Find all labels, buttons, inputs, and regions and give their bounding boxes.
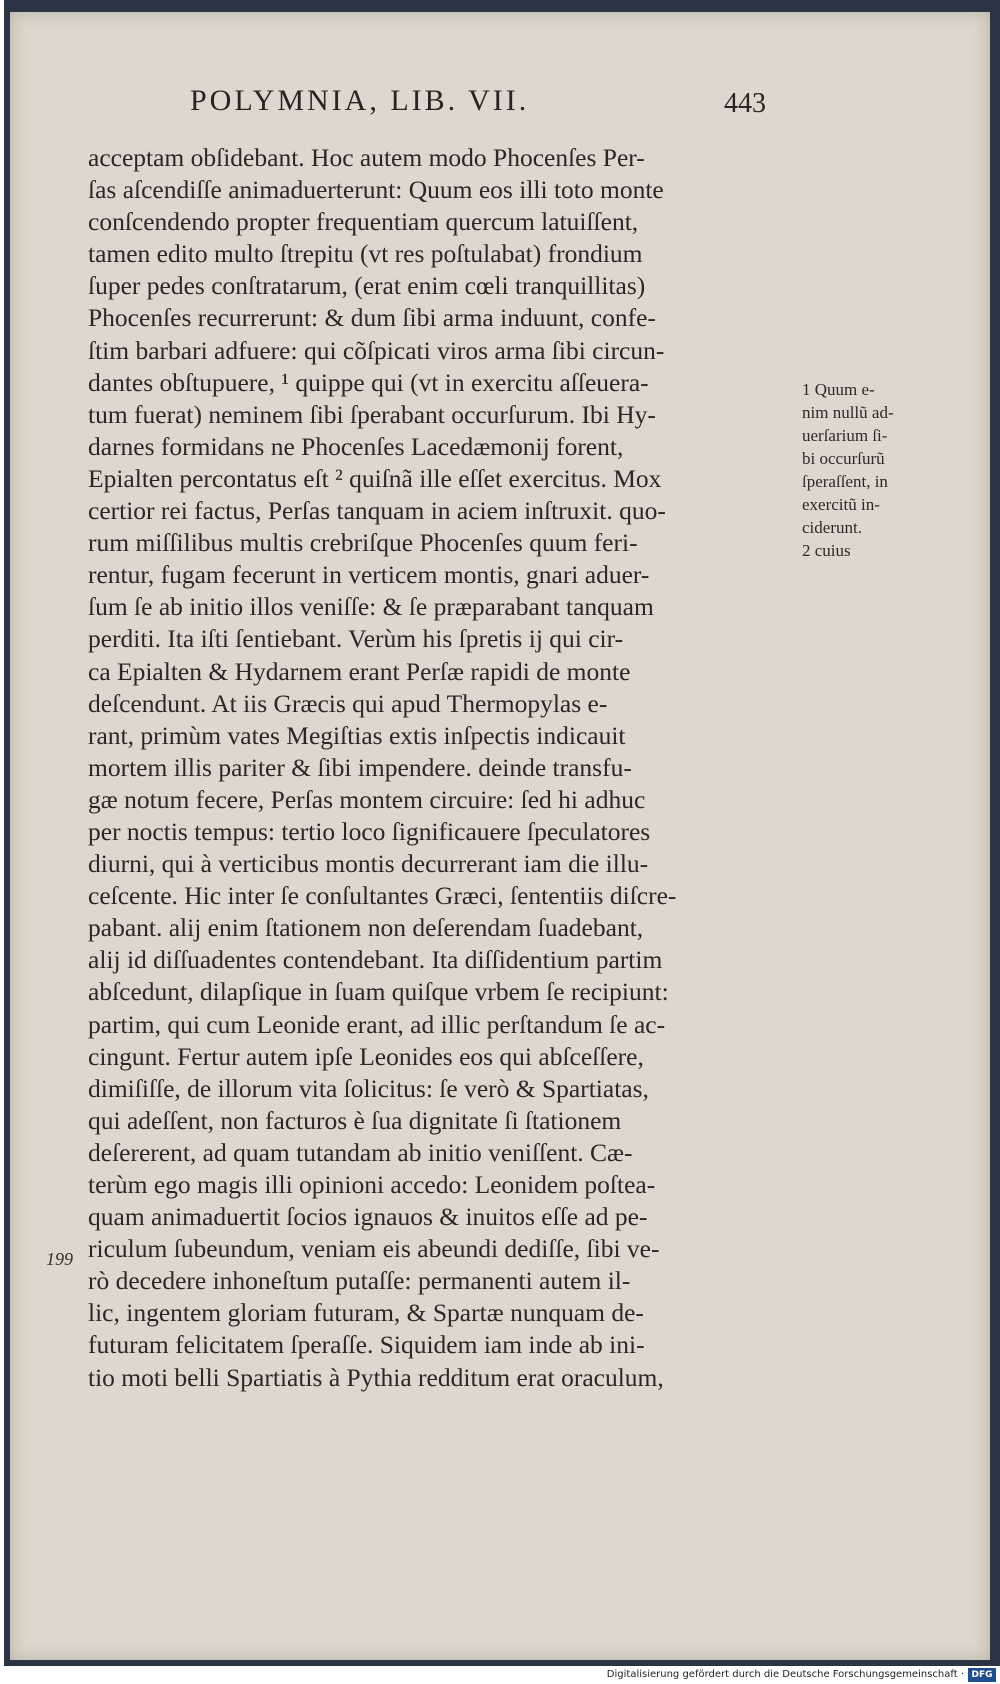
margin-reference-number: 199 [46, 1249, 73, 1269]
text-line: Phocenſes recurrerunt: & dum ſibi arma induunt, confe- [88, 303, 656, 333]
text-line: quam animaduertit ſocios ignauos & inuitos eſſe ad pe- [88, 1202, 648, 1232]
text-line: tio moti belli Spartiatis à Pythia redditum erat oraculum, [88, 1362, 664, 1392]
text-line: riculum ſubeundum, veniam eis abeundi dediſſe, ſibi ve- [88, 1234, 660, 1264]
margin-note-line: nim nullũ ad- [802, 403, 894, 422]
text-line: ſum ſe ab initio illos veniſſe: & ſe præparabant tanquam [88, 592, 654, 622]
running-title: POLYMNIA, LIB. VII. [190, 84, 530, 117]
text-line: tum fuerat) neminem ſibi ſperabant occurſurum. Ibi Hy- [88, 399, 656, 429]
margin-note-line: ſperaſſent, in [802, 472, 888, 491]
text-line: deſcendunt. At iis Græcis qui apud Thermopylas e- [88, 688, 608, 718]
text-line: rentur, fugam fecerunt in verticem montis, gnari aduer- [88, 560, 650, 590]
margin-note-line: bi occurſurũ [802, 449, 885, 468]
margin-note-line: uerſarium ſi- [802, 426, 888, 445]
text-line: certior rei factus, Perſas tanquam in aciem inſtruxit. quo- [88, 496, 666, 526]
text-line: pabant. alij enim ſtationem non deſerendam ſuadebant, [88, 913, 644, 943]
text-line: rant, primùm vates Megiſtias extis inſpectis indicauit [88, 720, 626, 750]
text-line: ſas aſcendiſſe animaduerterunt: Quum eos illi toto monte [88, 175, 664, 205]
text-line: futuram felicitatem ſperaſſe. Siquidem iam inde ab ini- [88, 1330, 645, 1360]
text-line: alij id diſſuadentes contendebant. Ita diſſidentium partim [88, 945, 663, 975]
text-line: terùm ego magis illi opinioni accedo: Leonidem poſtea- [88, 1170, 656, 1199]
text-line: acceptam obſidebant. Hoc autem modo Phocenſes Per- [88, 143, 645, 172]
text-line: rò decedere inhoneſtum putaſſe: permanenti autem il- [88, 1266, 631, 1296]
text-line: gæ notum fecere, Perſas montem circuire: ſed hi adhuc [88, 784, 646, 814]
page-number: 443 [724, 88, 766, 119]
text-line: darnes formidans ne Phocenſes Lacedæmonij forent, [88, 431, 624, 461]
text-line: qui adeſſent, non facturos è ſua dignitate ſi ſtationem [88, 1105, 622, 1135]
margin-note-line: 1 Quum e- [802, 380, 875, 399]
text-line: per noctis tempus: tertio loco ſignificauere ſpeculatores [88, 816, 651, 846]
text-line: perditi. Ita iſti ſentiebant. Verùm his ſpretis ij qui cir- [88, 624, 624, 654]
margin-notes [802, 378, 952, 562]
page-header [10, 84, 990, 128]
text-line: deſererent, ad quam tutandam ab initio veniſſent. Cæ- [88, 1137, 633, 1167]
body-text [88, 142, 780, 1394]
text-line: ca Epialten & Hydarnem erant Perſæ rapidi de monte [88, 656, 631, 686]
text-line: abſcedunt, dilapſique in ſuam quiſque vrbem ſe recipiunt: [88, 977, 669, 1007]
margin-note-line: exercitũ in- [802, 495, 880, 514]
text-line: conſcendendo propter frequentiam quercum latuiſſent, [88, 207, 639, 237]
text-line: dimiſiſſe, de illorum vita ſolicitus: ſe verò & Spartiatas, [88, 1073, 649, 1103]
text-line: cingunt. Fertur autem ipſe Leonides eos qui abſceſſere, [88, 1041, 644, 1071]
margin-note-line: ciderunt. [802, 518, 862, 537]
text-line: tamen edito multo ſtrepitu (vt res poſtulabat) frondium [88, 239, 643, 269]
text-line: ceſcente. Hic inter ſe conſultantes Græci, ſententiis diſcre- [88, 881, 677, 911]
text-line: partim, qui cum Leonide erant, ad illic perſtandum ſe ac- [88, 1009, 666, 1039]
text-line: diurni, qui à verticibus montis decurrerant iam die illu- [88, 849, 649, 879]
dfg-logo-icon: DFG [968, 1668, 996, 1682]
digitization-credit: Digitalisierung gefördert durch die Deutsche Forschungsgemeinschaft · [606, 1669, 964, 1680]
text-line: Epialten percontatus eſt ² quiſnã ille eſſet exercitus. Mox [88, 463, 662, 493]
text-line: rum miſſilibus multis crebriſque Phocenſes quum feri- [88, 528, 638, 558]
book-page [10, 12, 990, 1660]
text-line: ſtim barbari adfuere: qui cõſpicati viros arma ſibi circun- [88, 335, 665, 365]
text-line: ſuper pedes conſtratarum, (erat enim cœli tranquillitas) [88, 271, 646, 301]
text-line: lic, ingentem gloriam futuram, & Spartæ nunquam de- [88, 1298, 644, 1328]
margin-note-line: 2 cuius [802, 541, 851, 560]
text-line: mortem illis pariter & ſibi impendere. deinde transfu- [88, 752, 632, 782]
text-line: dantes obſtupuere, ¹ quippe qui (vt in exercitu aſſeuera- [88, 367, 649, 397]
